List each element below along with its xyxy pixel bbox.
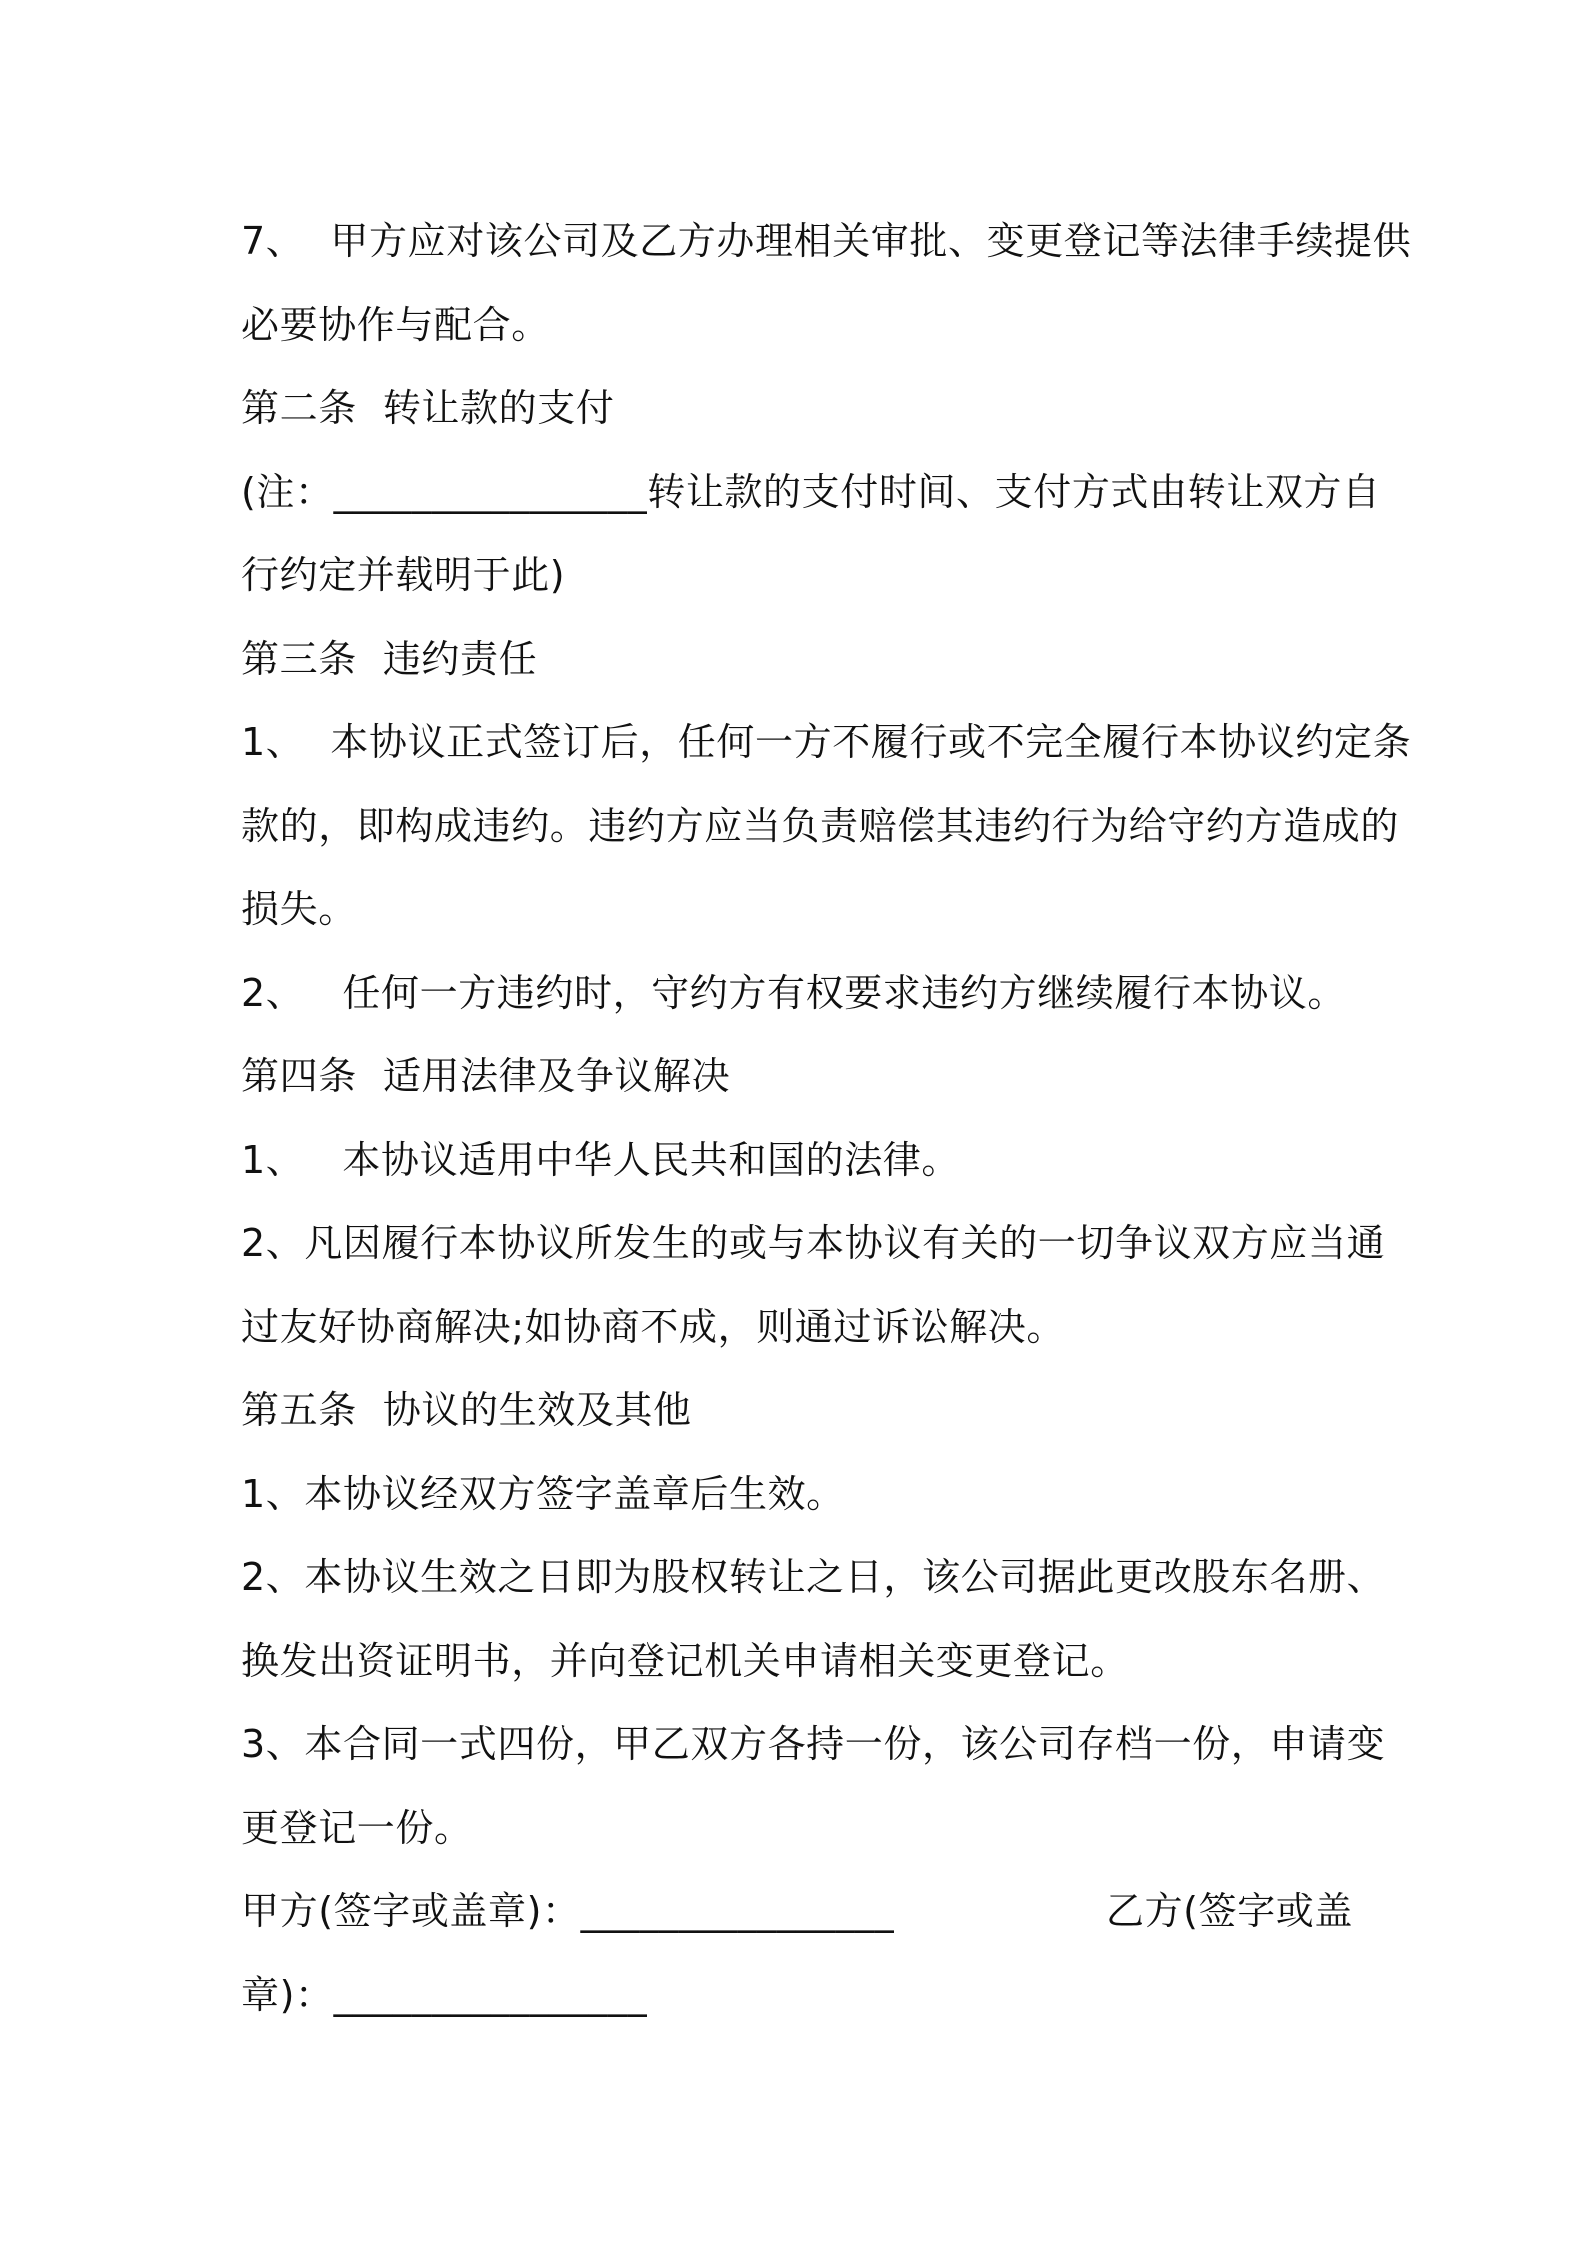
article-3-item-1-line-3: 损失。	[241, 887, 357, 931]
party-b-signature-part-1: 乙方(签字或盖	[1105, 1889, 1353, 1933]
item-number: 1、	[241, 720, 305, 764]
article-4-item-2-line-2: 过友好协商解决;如协商不成，则通过诉讼解决。	[241, 1304, 1066, 1349]
article-number: 第二条	[241, 386, 357, 430]
article-2-note-line-2: 行约定并载明于此)	[241, 553, 566, 597]
article-5-item-3-line-1: 3、本合同一式四份，甲乙双方各持一份，该公司存档一份，申请变	[241, 1722, 1386, 1766]
document-body	[241, 200, 1412, 2037]
article-4-item-1-line-1	[241, 1119, 1353, 1203]
article-3-item-1-line-2: 款的，即构成违约。违约方应当负责赔偿其违约行为给守约方造成的	[241, 803, 1400, 848]
item-number: 2、	[241, 970, 305, 1015]
item-7-line-2: 必要协作与配合。	[241, 302, 550, 347]
party-b-signature-part-2: 章)：________________	[241, 1972, 648, 2017]
article-4-item-2-line-1: 2、凡因履行本协议所发生的或与本协议有关的一切争议双方应当通	[241, 1221, 1386, 1265]
item-number: 7、	[241, 219, 305, 263]
article-title: 适用法律及争议解决	[382, 1054, 731, 1098]
article-2-heading	[241, 367, 1353, 451]
article-5-item-2-line-1: 2、本协议生效之日即为股权转让之日，该公司据此更改股东名册、	[241, 1555, 1386, 1599]
item-text: 本协议适用中华人民共和国的法律。	[342, 1137, 960, 1182]
article-3-item-1-line-1	[241, 701, 1412, 785]
article-title: 违约责任	[382, 636, 538, 681]
article-3-item-2-line-1	[241, 952, 1353, 1036]
signature-row	[241, 1870, 1353, 1954]
article-5-item-2-line-2: 换发出资证明书，并向登记机关申请相关变更登记。	[241, 1638, 1129, 1683]
article-3-heading	[241, 618, 1353, 702]
item-number: 1、	[241, 1137, 305, 1182]
article-5-item-3-line-2: 更登记一份。	[241, 1805, 473, 1850]
party-a-signature: 甲方(签字或盖章)：________________	[241, 1889, 895, 1933]
article-number: 第三条	[241, 636, 357, 681]
article-4-heading	[241, 1035, 1353, 1119]
item-7-line-1	[241, 200, 1412, 284]
article-5-heading	[241, 1369, 1353, 1453]
item-text: 任何一方违约时，守约方有权要求违约方继续履行本协议。	[342, 970, 1346, 1015]
article-title: 协议的生效及其他	[382, 1388, 692, 1432]
article-5-item-1-line-1: 1、本协议经双方签字盖章后生效。	[241, 1471, 845, 1516]
article-number: 第五条	[241, 1388, 357, 1432]
article-title: 转让款的支付	[382, 386, 615, 430]
article-number: 第四条	[241, 1054, 357, 1098]
article-2-note-line-1: (注：________________转让款的支付时间、支付方式由转让双方自	[241, 469, 1381, 514]
item-text: 甲方应对该公司及乙方办理相关审批、变更登记等法律手续提供	[330, 219, 1412, 263]
item-text: 本协议正式签订后，任何一方不履行或不完全履行本协议约定条	[330, 720, 1412, 764]
